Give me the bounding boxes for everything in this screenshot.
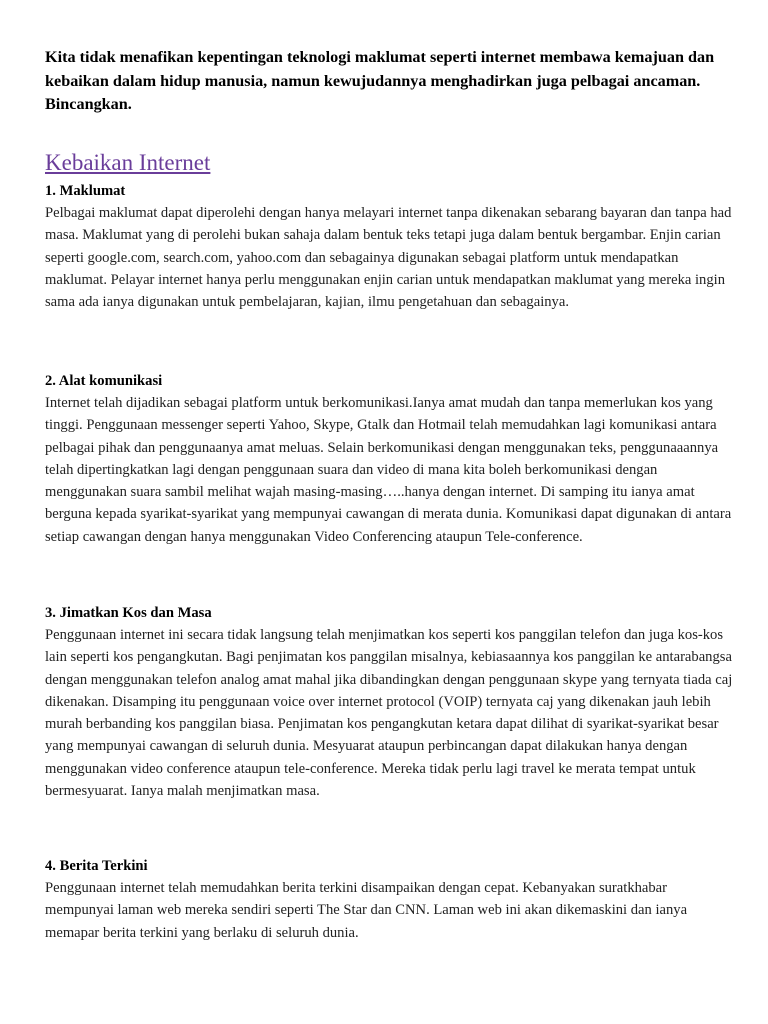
section-body-maklumat: Pelbagai maklumat dapat diperolehi dengan hanya melayari internet tanpa dikenakan sebarang bayaran dan tanpa had masa. Maklumat yang di perolehi bukan sahaja dalam bentuk teks tetapi juga dalam bentuk bergambar. Enjin carian seperti google.com, search.com, yahoo.com dan sebagainya digunakan sebagai platform untuk mendapatkan maklumat. Pelayar internet hanya perlu menggunakan enjin carian untuk mendapatkan maklumat yang mereka ingin sama ada ianya digunakan untuk pembelajaran, kajian, ilmu pengetahuan dan sebagainya.: [45, 205, 732, 311]
section-body-jimatkan-kos: Penggunaan internet ini secara tidak langsung telah menjimatkan kos seperti kos panggilan telefon dan juga kos-kos lain seperti kos pengangkutan. Bagi penjimatan kos panggilan misalnya, kebiasaannya kos panggilan ke antarabangsa dengan menggunakan telefon analog amat mahal jika dibandingkan dengan penggunaan skype yang ternyata tiada caj dikenakan. Disamping itu penggunaan voice over internet protocol (VOIP) ternyata caj yang dikenakan jauh lebih murah berbanding kos panggilan biasa. Penjimatan kos pengangkutan ketara dapat dilihat di syarikat-syarikat besar yang mempunyai cawangan di seluruh dunia. Mesyuarat ataupun perbincangan dapat dilakukan hanya dengan menggunakan video conference ataupun tele-conference. Mereka tidak perlu lagi travel ke merata tempat untuk bermesyuarat. Ianya malah menjimatkan masa.: [45, 627, 733, 800]
section-body-berita-terkini: Penggunaan internet telah memudahkan berita terkini disampaikan dengan cepat. Kebanyakan suratkhabar mempunyai laman web mereka sendiri seperti The Star dan CNN. Laman web ini akan dikemaskini dan ianya memapar berita terkini yang berlaku di seluruh dunia.: [45, 880, 688, 941]
section-title-maklumat: 1. Maklumat: [45, 183, 126, 199]
section-body-alat-komunikasi: Internet telah dijadikan sebagai platform untuk berkomunikasi.Ianya amat mudah dan tanpa memerlukan kos yang tinggi. Penggunaan messenger seperti Yahoo, Skype, Gtalk dan Hotmail telah memudahkan lagi komunikasi antara pelbagai pihak dan penggunaanya amat meluas. Selain berkomunikasi dengan menggunakan teks, penggunaaannya telah dipertingkatkan lagi dengan penggunaan suara dan video di mana kita boleh berkomunikasi dengan menggunakan suara sambil melihat wajah masing-masing…..hanya dengan internet. Di samping itu ianya amat berguna kepada syarikat-syarikat yang mempunyai cawangan di merata dunia. Komunikasi dapat digunakan di antara setiap cawangan dengan hanya menggunakan Video Conferencing ataupun Tele-conference.: [45, 395, 732, 545]
section-heading: Kebaikan Internet: [45, 150, 211, 175]
section-title-jimatkan-kos: 3. Jimatkan Kos dan Masa: [45, 605, 212, 621]
section-title-berita-terkini: 4. Berita Terkini: [45, 858, 148, 874]
section-title-alat-komunikasi: 2. Alat komunikasi: [45, 373, 163, 389]
essay-question: Kita tidak menafikan kepentingan teknologi maklumat seperti internet membawa kemajuan dan kebaikan dalam hidup manusia, namun kewujudannya menghadirkan juga pelbagai ancaman. Bincangkan.: [45, 48, 715, 113]
